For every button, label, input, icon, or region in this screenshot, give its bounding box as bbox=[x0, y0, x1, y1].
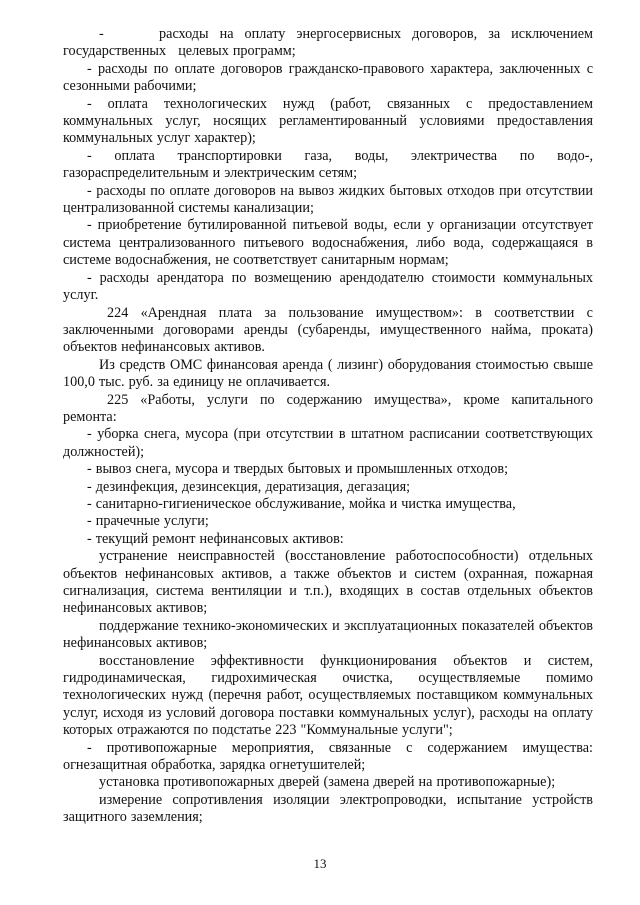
paragraph-troubleshooting: устранение неисправностей (восстановление работоспособности) отдельных объектов нефинансовых активов, а также объектов и систем (охранная, пожарная сигнализация, система вентиляции и т.п.), входящих в состав отдельных объектов нефинансовых активов; bbox=[63, 548, 593, 617]
paragraph-bottled-water: - приобретение бутилированной питьевой воды, если у организации отсутствует система централизованного питьевого водоснабжения, либо вода, содержащаяся в системе водоснабжения, не соответствует санитарным нормам; bbox=[63, 217, 593, 269]
paragraph-disinfection: - дезинфекция, дезинсекция, дератизация, дегазация; bbox=[87, 478, 411, 495]
paragraph-tenant-expenses: - расходы арендатора по возмещению арендодателю стоимости коммунальных услуг. bbox=[63, 269, 593, 304]
paragraph-maintenance: поддержание технико-экономических и эксплуатационных показателей объектов нефинансовых активов; bbox=[63, 617, 593, 652]
paragraph-sanitary: - санитарно-гигиеническое обслуживание, мойка и чистка имущества, bbox=[87, 495, 516, 512]
paragraph-article-224: 224 «Арендная плата за пользование имуществом»: в соответствии с заключенными договорами аренды (субаренды, имущественного найма, проката) объектов нефинансовых активов. bbox=[63, 304, 593, 356]
paragraph-technological-needs: - оплата технологических нужд (работ, связанных с предоставлением коммунальных услуг, носящих регламентированный условиями предоставления коммунальных услуг характер); bbox=[63, 95, 593, 147]
paragraph-energy-service: - расходы на оплату энергосервисных договоров, за исключением государственных целевых программ; bbox=[63, 26, 593, 60]
paragraph-leasing: Из средств ОМС финансовая аренда ( лизинг) оборудования стоимостью свыше 100,0 тыс. руб. за единицу не оплачивается. bbox=[63, 356, 593, 391]
paragraph-insulation: измерение сопротивления изоляции электропроводки, испытание устройств защитного заземления; bbox=[63, 791, 593, 826]
paragraph-liquid-waste: - расходы по оплате договоров на вывоз жидких бытовых отходов при отсутствии централизованной системы канализации; bbox=[63, 182, 593, 217]
paragraph-snow-cleaning: - уборка снега, мусора (при отсутствии в штатном расписании соответствующих должностей); bbox=[63, 426, 593, 460]
paragraph-fire-doors: установка противопожарных дверей (замена дверей на противопожарные); bbox=[99, 774, 556, 791]
page-number: 13 bbox=[313, 856, 327, 871]
paragraph-transportation: - оплата транспортировки газа, воды, электричества по водо-, газораспределительным и электрическим сетям; bbox=[63, 147, 593, 182]
paragraph-waste-removal: - вывоз снега, мусора и твердых бытовых и промышленных отходов; bbox=[87, 461, 509, 478]
paragraph-current-repair: - текущий ремонт нефинансовых активов: bbox=[87, 530, 344, 547]
paragraph-civil-contracts: - расходы по оплате договоров гражданско-правового характера, заключенных с сезонными рабочими; bbox=[63, 60, 593, 95]
paragraph-laundry: - прачечные услуги; bbox=[87, 513, 209, 530]
paragraph-fire-safety: - противопожарные мероприятия, связанные с содержанием имущества: огнезащитная обработка, зарядка огнетушителей; bbox=[63, 739, 593, 774]
paragraph-article-225: 225 «Работы, услуги по содержанию имущества», кроме капитального ремонта: bbox=[63, 391, 593, 425]
paragraph-restoration: восстановление эффективности функционирования объектов и систем, гидродинамическая, гидрохимическая очистка, осуществляемые помимо технологических нужд (перечня работ, осуществляемых поставщиком коммунальных услуг, исходя из условий договора поставки коммунальных услуг), расходы на оплату которых отражаются по подстатье 223 "Коммунальные услуги"; bbox=[63, 652, 593, 739]
document-page bbox=[63, 26, 593, 827]
